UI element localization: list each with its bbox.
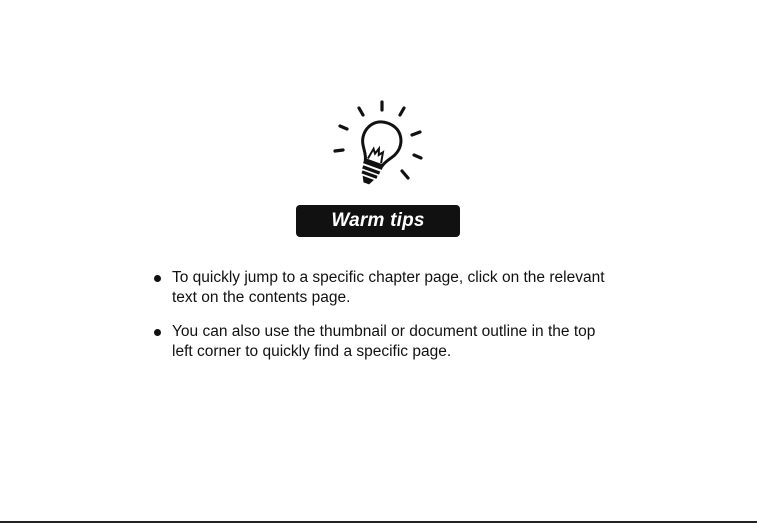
list-item: [152, 322, 612, 362]
bullet-dot: [154, 329, 161, 336]
lightbulb-icon: [328, 98, 428, 194]
list-item: [152, 268, 612, 308]
page-bottom-border: [0, 521, 757, 523]
warm-tips-title: Warm tips: [296, 205, 460, 237]
tips-list: [152, 268, 612, 376]
tip-text: You can also use the thumbnail or document outline in the top left corner to quickly find a specific page.: [172, 323, 596, 360]
tip-text: To quickly jump to a specific chapter page, click on the relevant text on the contents page.: [172, 269, 605, 306]
bullet-dot: [154, 275, 161, 282]
